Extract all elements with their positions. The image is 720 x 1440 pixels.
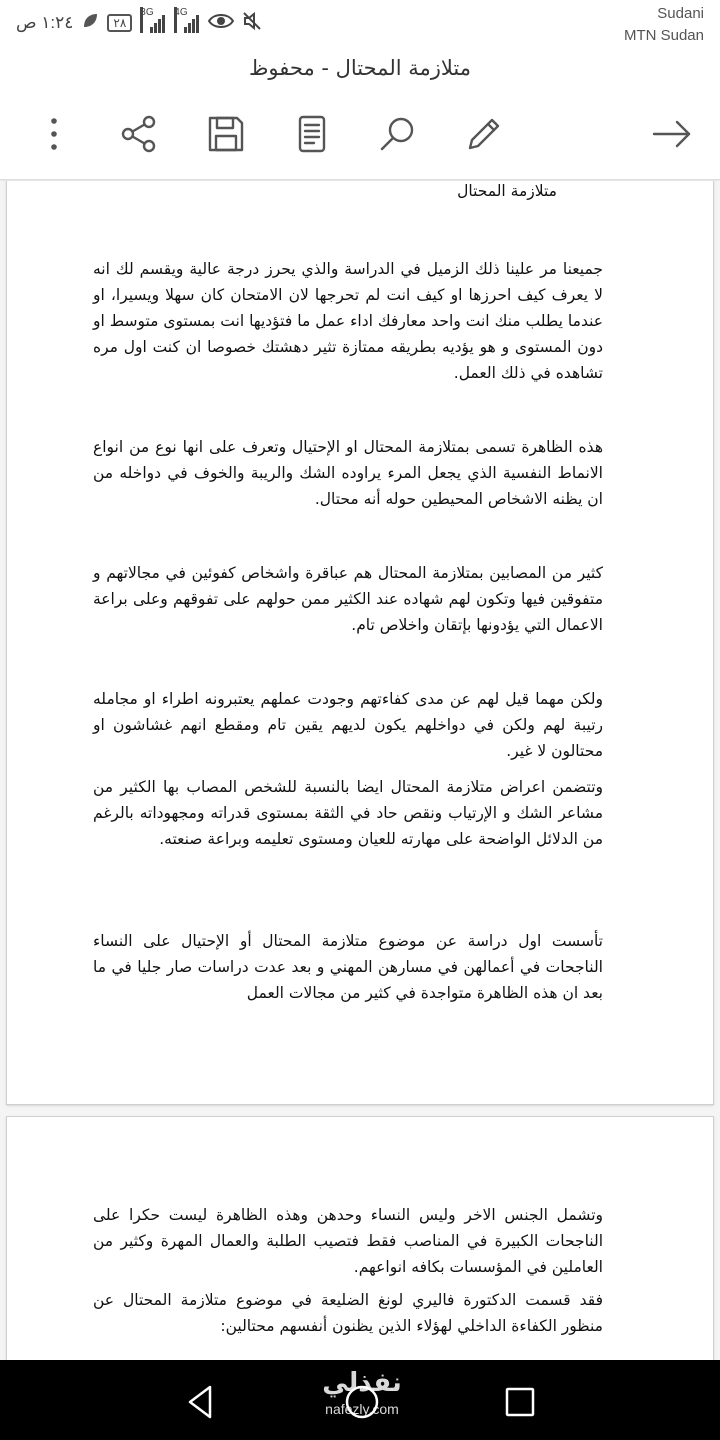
document-heading: متلازمة المحتال (457, 182, 557, 200)
edit-icon (464, 114, 504, 154)
reading-mode-icon (292, 114, 332, 154)
battery-icon (107, 14, 132, 32)
document-viewer[interactable] (0, 181, 720, 1360)
save-button[interactable] (202, 110, 250, 158)
forward-arrow-icon (652, 114, 692, 154)
network-3g-label: 3G (140, 7, 143, 33)
paragraph: ولكن مهما قيل لهم عن مدى كفاءتهم وجودت عملهم يعتبرونه اطراء او مجامله رتيبة لهم ولكن في دواخلهم يكون لديهم يقين تام ومقطع انهم غشاشون او محتالون لا غير. (93, 690, 603, 760)
recents-square-icon (502, 1384, 538, 1420)
status-icons (16, 7, 262, 36)
eye-icon (208, 12, 234, 35)
title-bar (0, 48, 720, 88)
leaf-icon (81, 12, 99, 35)
paragraph: هذه الظاهرة تسمى بمتلازمة المحتال او الإحتيال وتعرف على انها نوع من انواع الانماط النفسية الذي يجعل المرء يراوده الشك والريبة والخوف في دواخله من ان يظنه الاشخاص المحيطين حوله أنه محتال. (93, 438, 603, 508)
navigation-bar (0, 1360, 720, 1440)
mute-icon (242, 11, 262, 36)
save-icon (206, 114, 246, 154)
paragraph: وتتضمن اعراض متلازمة المحتال ايضا بالنسبة للشخص المصاب بها الكثير من مشاعر الشك و الإرتياب ونقص حاد في الثقة بمستوى قدراته ومجهوداته بالرغم من الدلائل الواضحة على مهارته للعيان ومستوى تعليمه وبراعة صنعته. (93, 778, 603, 848)
carrier-name: Sudani (657, 5, 704, 22)
share-icon (119, 114, 159, 154)
status-time: ١:٢٤ ص (16, 13, 74, 32)
signal-3g-icon (140, 7, 166, 33)
carrier-name-secondary: MTN Sudan (623, 27, 704, 44)
toolbar (0, 88, 720, 180)
paragraph: جميعنا مر علينا ذلك الزميل في الدراسة والذي يحرز درجة عالية ويقسم لك انه لا يعرف كيف احرزها او كيف انت لم تحرجها لان الامتحان كان سهلا ويسيرا، او عندما يطلب منك انت واحد معارفك اداء عمل ما فتؤديها انت بمستوى متوسط او دون المستوى و هو يؤديه بطريقه ممتازة تثير دهشتك خصوصا ان كنت اول مره تشاهده في ذلك العمل. (93, 260, 603, 382)
document-page (6, 181, 714, 1105)
watermark-url: nafezly.com (325, 1401, 399, 1417)
paragraph: وتشمل الجنس الاخر وليس النساء وحدهن وهذه الظاهرة ليست حكرا على الناجحات الكبيرة في المناصب فقط فتصيب الطلبة والعمال المهرة وكثير من العاملين في المؤسسات بكافه انواعهم. (93, 1206, 603, 1276)
paragraph: كثير من المصابين بمتلازمة المحتال هم عباقرة واشخاص كفوئين في مجالاتهم و متفوقين فيها وتكون لهم شهاده عند الكثير ممن حولهم على تفوقهم وعلى براعة الاعمال التي يؤدونها بإتقان واخلاص تام. (93, 564, 603, 634)
back-triangle-icon (182, 1384, 218, 1420)
battery-level: ٢٨ (113, 16, 127, 30)
document-page (6, 1116, 714, 1360)
more-vert-icon (34, 114, 74, 154)
share-button[interactable] (115, 110, 163, 158)
paragraph: فقد قسمت الدكتورة فاليري لونغ الضليعة في موضوع متلازمة المحتال عن منظور الكفاءة الداخلي لهؤلاء الذين يظنون أنفسهم محتالين: (93, 1291, 603, 1335)
forward-button[interactable] (648, 110, 696, 158)
watermark (312, 1365, 412, 1417)
network-4g-label: 4G (174, 7, 177, 33)
paragraph: تأسست اول دراسة عن موضوع متلازمة المحتال أو الإحتيال على النساء الناجحات في أعمالهن في مسارهن المهني و بعد عدت دراسات صار جليا في ما بعد ان هذه الظاهرة متواجدة في كثير من مجالات العمل (93, 932, 603, 1002)
search-icon (378, 114, 418, 154)
document-title: متلازمة المحتال - محفوظ (249, 56, 471, 80)
status-bar (0, 0, 720, 48)
edit-button[interactable] (460, 110, 508, 158)
more-options-button[interactable] (30, 110, 78, 158)
search-button[interactable] (374, 110, 422, 158)
signal-4g-icon (174, 7, 200, 33)
reading-mode-button[interactable] (288, 110, 336, 158)
recents-button[interactable] (498, 1380, 542, 1424)
watermark-logo-text: نفذلي (322, 1368, 402, 1398)
back-button[interactable] (178, 1380, 222, 1424)
